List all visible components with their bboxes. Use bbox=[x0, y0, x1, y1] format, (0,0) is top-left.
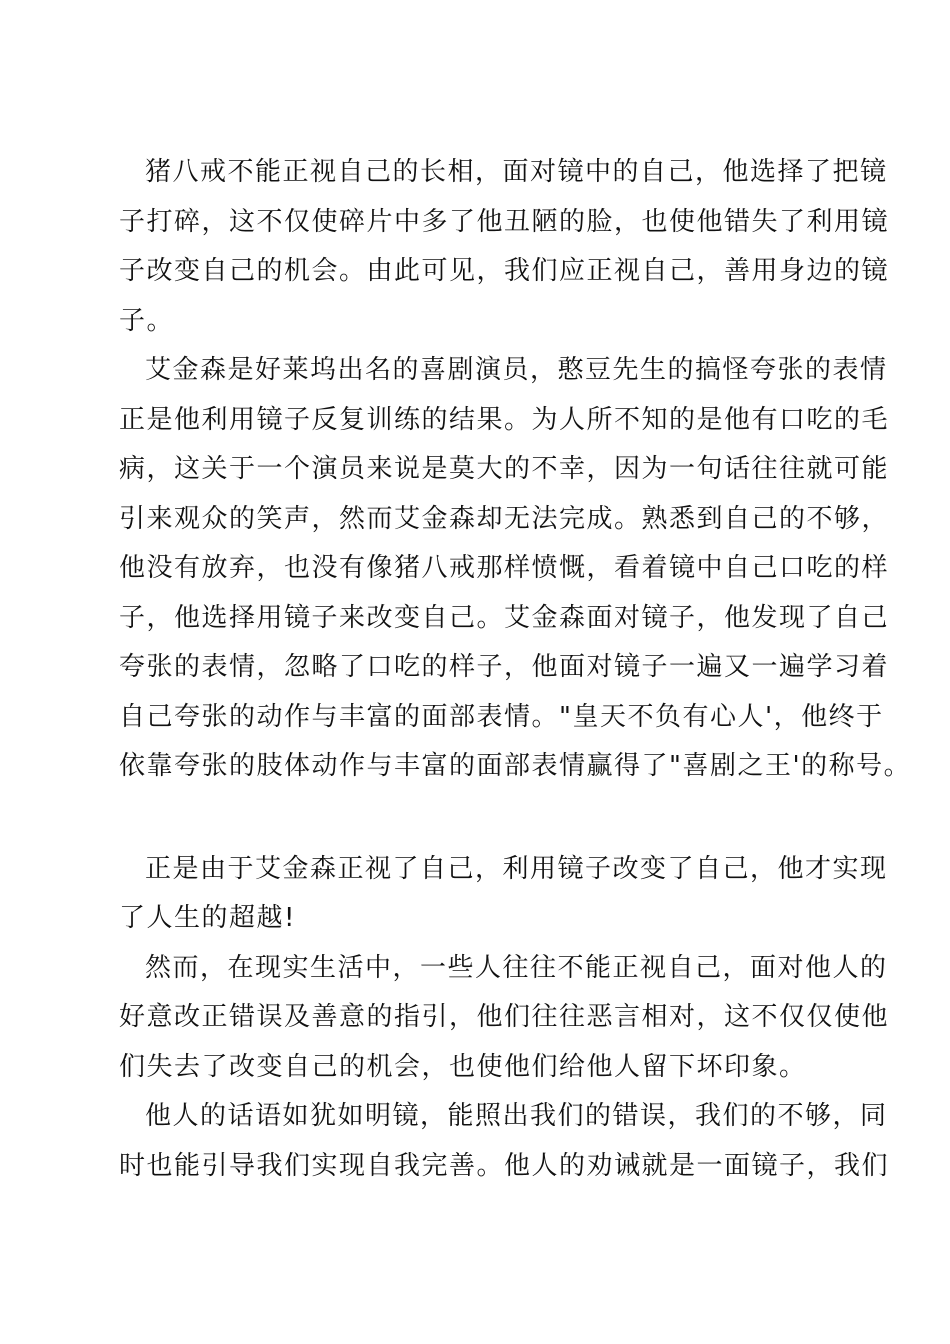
text-line: 时也能引导我们实现自我完善。他人的劝诫就是一面镜子，我们 bbox=[119, 1150, 890, 1181]
paragraph bbox=[119, 1092, 890, 1191]
text-line: 艾金森是好莱坞出名的喜剧演员，憨豆先生的搞怪夸张的表情 bbox=[145, 355, 888, 385]
text-line: 夸张的表情，忽略了口吃的样子，他面对镜子一遍又一遍学习着 bbox=[119, 652, 890, 682]
text-line: 然而，在现实生活中，一些人往往不能正视自己，面对他人的 bbox=[145, 952, 888, 983]
text-line: 们失去了改变自己的机会，也使他们给他人留下坏印象。 bbox=[119, 1051, 807, 1082]
paragraph bbox=[119, 845, 888, 944]
text-line: 他人的话语如犹如明镜，能照出我们的错误，我们的不够，同 bbox=[145, 1101, 888, 1131]
paragraph bbox=[119, 944, 890, 1093]
text-line: 子。 bbox=[119, 305, 175, 336]
text-line: 依靠夸张的肢体动作与丰富的面部表情赢得了"喜剧之王'的称号。 bbox=[119, 751, 912, 781]
text-line: 猪八戒不能正视自己的长相，面对镜中的自己，他选择了把镜 bbox=[145, 157, 888, 187]
text-line: 引来观众的笑声，然而艾金森却无法完成。熟悉到自己的不够， bbox=[119, 503, 890, 534]
text-line: 正是他利用镜子反复训练的结果。为人所不知的是他有口吃的毛 bbox=[119, 404, 890, 435]
text-line: 好意改正错误及善意的指引，他们往往恶言相对，这不仅仅使他 bbox=[119, 1002, 890, 1032]
text-line: 自己夸张的动作与丰富的面部表情。"皇天不负有心人'，他终于 bbox=[119, 701, 884, 732]
text-line: 他没有放弃，也没有像猪八戒那样愤慨，看着镜中自己口吃的样 bbox=[119, 553, 890, 583]
paragraph-spacer bbox=[119, 792, 849, 845]
text-line: 子，他选择用镜子来改变自己。艾金森面对镜子，他发现了自己 bbox=[119, 602, 890, 633]
text-line: 子改变自己的机会。由此可见，我们应正视自己，善用身边的镜 bbox=[119, 256, 890, 286]
text-line: 病，这关于一个演员来说是莫大的不幸，因为一句话往往就可能 bbox=[119, 454, 890, 484]
paragraph bbox=[119, 346, 912, 792]
text-line: 子打碎，这不仅使碎片中多了他丑陋的脸，也使他错失了利用镜 bbox=[119, 206, 890, 237]
text-line: 了人生的超越! bbox=[119, 903, 296, 933]
text-line: 正是由于艾金森正视了自己，利用镜子改变了自己，他才实现 bbox=[145, 853, 888, 884]
document-body bbox=[119, 148, 912, 1191]
paragraph bbox=[119, 148, 890, 346]
